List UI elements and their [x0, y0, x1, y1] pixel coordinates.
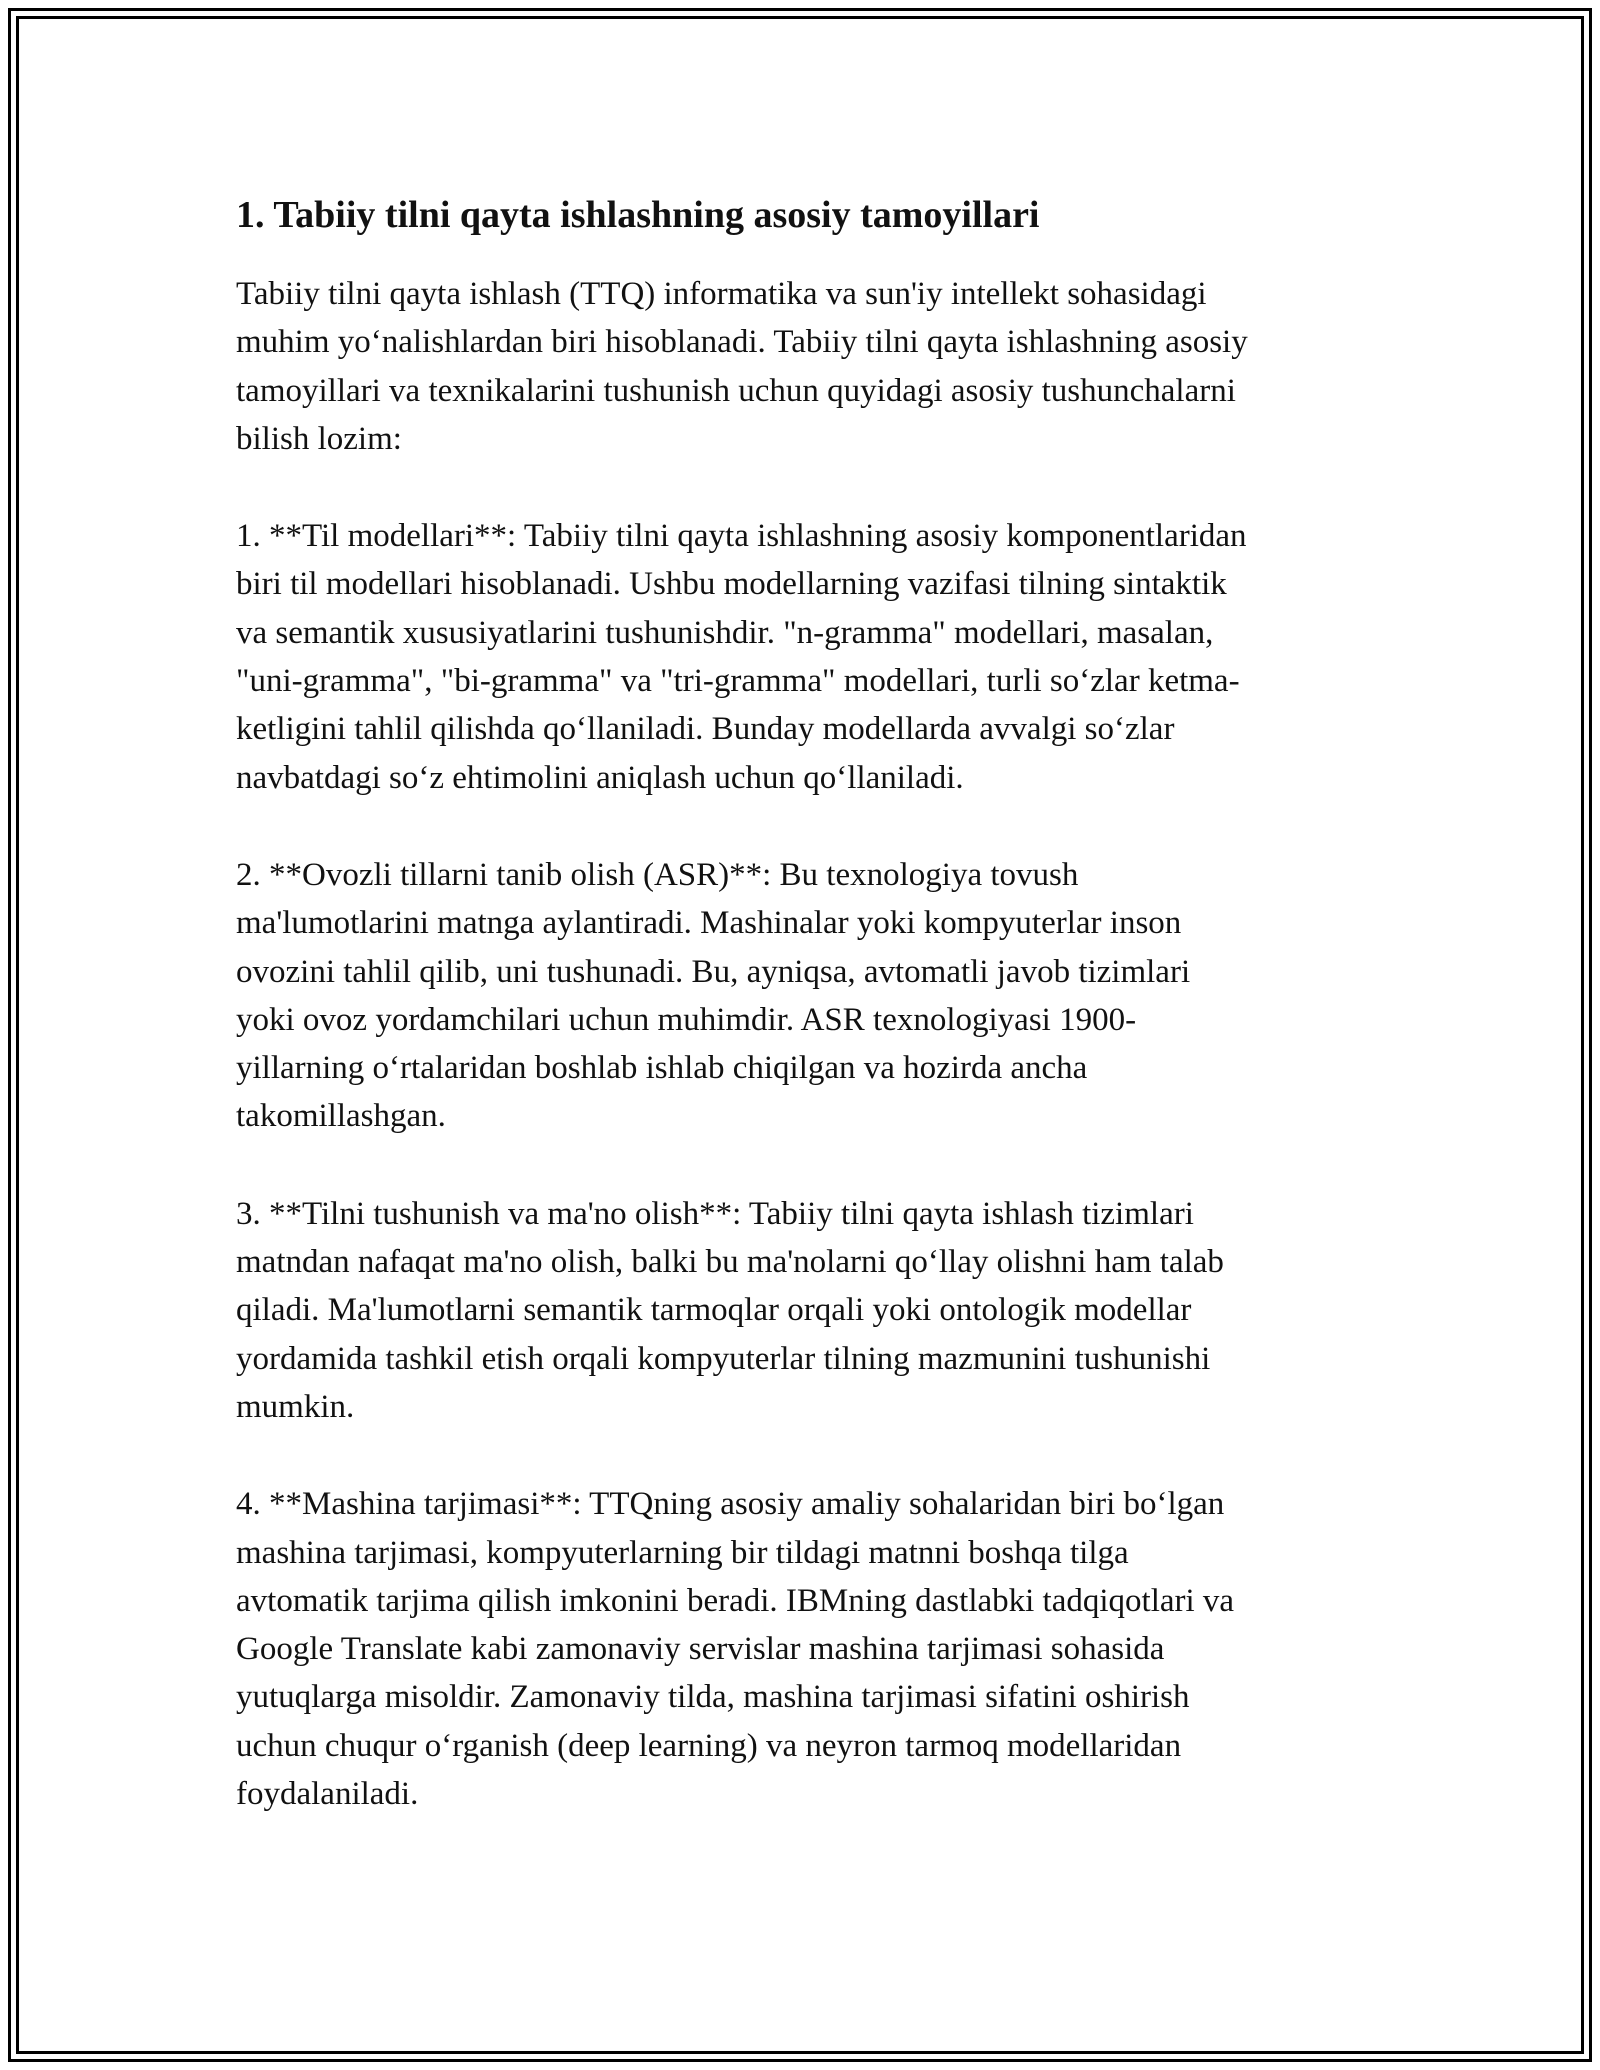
document-body	[236, 186, 1376, 1867]
intro-paragraph: Tabiiy tilni qayta ishlash (TTQ) informatika va sun'iy intellekt sohasidagi muhim yo‘nalishlardan biri hisoblanadi. Tabiiy tilni qayta ishlashning asosiy tamoyillari va texnikalarini tushunish uchun quyidagi asosiy tushunchalarni bilish lozim:	[236, 276, 1248, 457]
section-heading: 1. Tabiiy tilni qayta ishlashning asosiy tamoyillari	[236, 194, 1040, 236]
paragraph-language-models: 1. **Til modellari**: Tabiiy tilni qayta ishlashning asosiy komponentlaridan biri til modellari hisoblanadi. Ushbu modellarning vazifasi tilning sintaktik va semantik xususiyatlarini tushunishdir. "n-gramma" modellari, masalan, "uni-gramma", "bi-gramma" va "tri-gramma" modellari, turli so‘zlar ketma- ketligini tahlil qilishda qo‘llaniladi. Bunday modellarda avvalgi so‘zlar navbatdagi so‘z ehtimolini aniqlash uchun qo‘llaniladi.	[236, 518, 1247, 796]
paragraph-machine-translation: 4. **Mashina tarjimasi**: TTQning asosiy amaliy sohalaridan biri bo‘lgan mashina tarjimasi, kompyuterlarning bir tildagi matnni boshqa tilga avtomatik tarjima qilish imkonini beradi. IBMning dastlabki tadqiqotlari va Google Translate kabi zamonaviy servislar mashina tarjimasi sohasida yutuqlarga misoldir. Zamonaviy tilda, mashina tarjimasi sifatini oshirish uchun chuqur o‘rganish (deep learning) va neyron tarmoq modellaridan foydalaniladi.	[236, 1486, 1235, 1813]
paragraph-speech-recognition: 2. **Ovozli tillarni tanib olish (ASR)**: Bu texnologiya tovush ma'lumotlarini matnga aylantiradi. Mashinalar yoki kompyuterlar inson ovozini tahlil qilib, uni tushunadi. Bu, ayniqsa, avtomatli javob tizimlari yoki ovoz yordamchilari uchun muhimdir. ASR texnologiyasi 1900- yillarning o‘rtalaridan boshlab ishlab chiqilgan va hozirda ancha takomillashgan.	[236, 856, 1191, 1135]
paragraph-language-understanding: 3. **Tilni tushunish va ma'no olish**: Tabiiy tilni qayta ishlash tizimlari matndan nafaqat ma'no olish, balki bu ma'nolarni qo‘llay olishni ham talab qiladi. Ma'lumotlarni semantik tarmoqlar orqali yoki ontologik modellar yordamida tashkil etish orqali kompyuterlar tilning mazmunini tushunishi mumkin.	[236, 1195, 1224, 1425]
